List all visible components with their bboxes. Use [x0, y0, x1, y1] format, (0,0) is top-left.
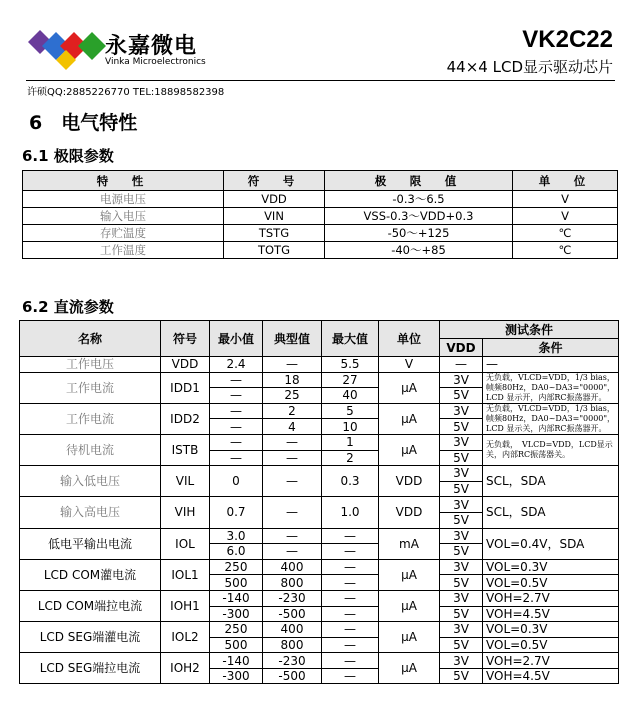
cell: VOH=4.5V [483, 668, 619, 684]
cell: — [210, 434, 263, 450]
cell: 5V [440, 606, 483, 622]
col-header: 条件 [483, 339, 619, 357]
cell: VDD [379, 466, 440, 497]
cell: 250 [210, 559, 263, 575]
dc-table [19, 320, 619, 684]
cell: 27 [322, 372, 379, 388]
cell: 2 [263, 403, 322, 419]
cell: — [322, 575, 379, 591]
cell: -500 [263, 668, 322, 684]
cell: -230 [263, 653, 322, 669]
cell: 无负载， VLCD=VDD，LCD显示关，内部RC振荡器关。 [483, 434, 619, 465]
cell: -140 [210, 590, 263, 606]
cell: ISTB [161, 434, 210, 465]
cell: -300 [210, 668, 263, 684]
cell: 5V [440, 419, 483, 435]
cell: VOL=0.4V，SDA [483, 528, 619, 559]
table-row [20, 497, 619, 513]
subsection-title-dc: 6.2 直流参数 [22, 298, 114, 316]
cell: 6.0 [210, 544, 263, 560]
table-row [20, 559, 619, 575]
cell: IOH2 [161, 653, 210, 684]
cell: 500 [210, 575, 263, 591]
cell: — [322, 622, 379, 638]
table-row [23, 191, 618, 208]
col-header: 符 号 [224, 171, 325, 191]
cell: 0.7 [210, 497, 263, 528]
cell: — [322, 590, 379, 606]
cell: IOH1 [161, 590, 210, 621]
cell: 1 [322, 434, 379, 450]
cell: 5V [440, 668, 483, 684]
cell: 3V [440, 622, 483, 638]
cell: 待机电流 [20, 434, 161, 465]
cell: IOL2 [161, 622, 210, 653]
subsection-title-limits: 6.1 极限参数 [22, 147, 114, 165]
cell: — [322, 528, 379, 544]
col-header: 极 限 值 [325, 171, 513, 191]
product-name: VK2C22 [522, 26, 613, 53]
cell: ℃ [513, 242, 618, 259]
cell: — [322, 559, 379, 575]
table-row [23, 208, 618, 225]
cell: 0 [210, 466, 263, 497]
cell: 无负载，VLCD=VDD，1/3 bias，帧频80Hz，DA0~DA3="0000"，LCD 显示关，内部RC振荡器开。 [483, 403, 619, 434]
cell: — [322, 653, 379, 669]
col-header: 测试条件 [440, 321, 619, 339]
cell: μA [379, 559, 440, 590]
cell: 3V [440, 497, 483, 513]
cell: — [210, 372, 263, 388]
table-row [23, 225, 618, 242]
cell: VIN [224, 208, 325, 225]
col-header: VDD [440, 339, 483, 357]
cell: -230 [263, 590, 322, 606]
table-row [23, 242, 618, 259]
cell: 存贮温度 [23, 225, 224, 242]
product-subtitle: 44×4 LCD显示驱动芯片 [446, 58, 613, 76]
cell: mA [379, 528, 440, 559]
col-header: 单 位 [513, 171, 618, 191]
cell: — [210, 419, 263, 435]
cell: — [263, 528, 322, 544]
cell: -500 [263, 606, 322, 622]
cell: 5V [440, 450, 483, 466]
cell: μA [379, 434, 440, 465]
cell: IDD1 [161, 372, 210, 403]
cell: 800 [263, 575, 322, 591]
table-row [20, 622, 619, 638]
cell: V [513, 191, 618, 208]
cell: — [483, 357, 619, 373]
table-row [20, 653, 619, 669]
cell: 工作温度 [23, 242, 224, 259]
cell: — [263, 544, 322, 560]
cell: -300 [210, 606, 263, 622]
col-header: 典型值 [263, 321, 322, 357]
logo-subtitle: Vinka Microelectronics [105, 57, 206, 67]
cell: 250 [210, 622, 263, 638]
cell: 400 [263, 622, 322, 638]
cell: VOH=2.7V [483, 653, 619, 669]
cell: 5V [440, 388, 483, 404]
cell: VOH=4.5V [483, 606, 619, 622]
cell: 3V [440, 528, 483, 544]
logo-text: 永嘉微电 [105, 34, 198, 59]
cell: — [263, 357, 322, 373]
table-row [20, 466, 619, 482]
cell: 40 [322, 388, 379, 404]
cell: ℃ [513, 225, 618, 242]
cell: LCD SEG端拉电流 [20, 653, 161, 684]
cell: VDD [379, 497, 440, 528]
cell: 3.0 [210, 528, 263, 544]
cell: 5V [440, 575, 483, 591]
cell: μA [379, 590, 440, 621]
cell: V [513, 208, 618, 225]
cell: 工作电流 [20, 372, 161, 403]
cell: 18 [263, 372, 322, 388]
cell: VOL=0.3V [483, 622, 619, 638]
cell: 工作电压 [20, 357, 161, 373]
cell: 低电平输出电流 [20, 528, 161, 559]
cell: 25 [263, 388, 322, 404]
table-row [20, 372, 619, 388]
cell: — [322, 668, 379, 684]
cell: — [263, 450, 322, 466]
cell: 2 [322, 450, 379, 466]
cell: IDD2 [161, 403, 210, 434]
cell: 5V [440, 544, 483, 560]
cell: VOL=0.3V [483, 559, 619, 575]
cell: -40～+85 [325, 242, 513, 259]
cell: μA [379, 403, 440, 434]
cell: -50～+125 [325, 225, 513, 242]
table-row [20, 590, 619, 606]
cell: 3V [440, 590, 483, 606]
cell: — [322, 544, 379, 560]
cell: 3V [440, 559, 483, 575]
cell: 输入电压 [23, 208, 224, 225]
cell: — [210, 388, 263, 404]
cell: V [379, 357, 440, 373]
cell: SCL，SDA [483, 466, 619, 497]
header-divider [26, 80, 615, 81]
cell: 3V [440, 653, 483, 669]
cell: 10 [322, 419, 379, 435]
section-title: 6 电气特性 [29, 112, 138, 134]
cell: 0.3 [322, 466, 379, 497]
cell: 800 [263, 637, 322, 653]
cell: 500 [210, 637, 263, 653]
col-header: 名称 [20, 321, 161, 357]
cell: 5 [322, 403, 379, 419]
cell: — [322, 637, 379, 653]
cell: LCD COM端拉电流 [20, 590, 161, 621]
table-row [20, 357, 619, 373]
cell: μA [379, 653, 440, 684]
contact-info: 许硕QQ:2885226770 TEL:18898582398 [27, 87, 225, 98]
cell: 输入高电压 [20, 497, 161, 528]
cell: 3V [440, 403, 483, 419]
cell: LCD COM灌电流 [20, 559, 161, 590]
cell: VDD [224, 191, 325, 208]
cell: 5.5 [322, 357, 379, 373]
cell: LCD SEG端灌电流 [20, 622, 161, 653]
cell: 400 [263, 559, 322, 575]
cell: — [263, 466, 322, 497]
cell: SCL，SDA [483, 497, 619, 528]
cell: VIH [161, 497, 210, 528]
cell: VSS-0.3～VDD+0.3 [325, 208, 513, 225]
cell: μA [379, 372, 440, 403]
cell: 3V [440, 466, 483, 482]
cell: 5V [440, 481, 483, 497]
cell: TOTG [224, 242, 325, 259]
cell: 5V [440, 637, 483, 653]
col-header: 特 性 [23, 171, 224, 191]
cell: TSTG [224, 225, 325, 242]
cell: 输入低电压 [20, 466, 161, 497]
cell: — [322, 606, 379, 622]
cell: — [210, 450, 263, 466]
cell: VOL=0.5V [483, 637, 619, 653]
cell: IOL1 [161, 559, 210, 590]
col-header: 最大值 [322, 321, 379, 357]
cell: 电源电压 [23, 191, 224, 208]
cell: 工作电流 [20, 403, 161, 434]
cell: — [210, 403, 263, 419]
cell: 2.4 [210, 357, 263, 373]
cell: VOH=2.7V [483, 590, 619, 606]
cell: 1.0 [322, 497, 379, 528]
cell: -140 [210, 653, 263, 669]
cell: — [440, 357, 483, 373]
cell: 5V [440, 512, 483, 528]
limits-table [22, 170, 618, 259]
cell: IOL [161, 528, 210, 559]
cell: VIL [161, 466, 210, 497]
col-header: 符号 [161, 321, 210, 357]
cell: 4 [263, 419, 322, 435]
col-header: 单位 [379, 321, 440, 357]
cell: 3V [440, 372, 483, 388]
cell: 3V [440, 434, 483, 450]
table-row [20, 434, 619, 450]
col-header: 最小值 [210, 321, 263, 357]
table-row [20, 403, 619, 419]
table-row [20, 528, 619, 544]
cell: μA [379, 622, 440, 653]
cell: -0.3～6.5 [325, 191, 513, 208]
cell: VDD [161, 357, 210, 373]
cell: — [263, 434, 322, 450]
cell: VOL=0.5V [483, 575, 619, 591]
cell: — [263, 497, 322, 528]
cell: 无负载，VLCD=VDD，1/3 bias，帧频80Hz，DA0~DA3="0000"，LCD 显示开，内部RC振荡器开。 [483, 372, 619, 403]
